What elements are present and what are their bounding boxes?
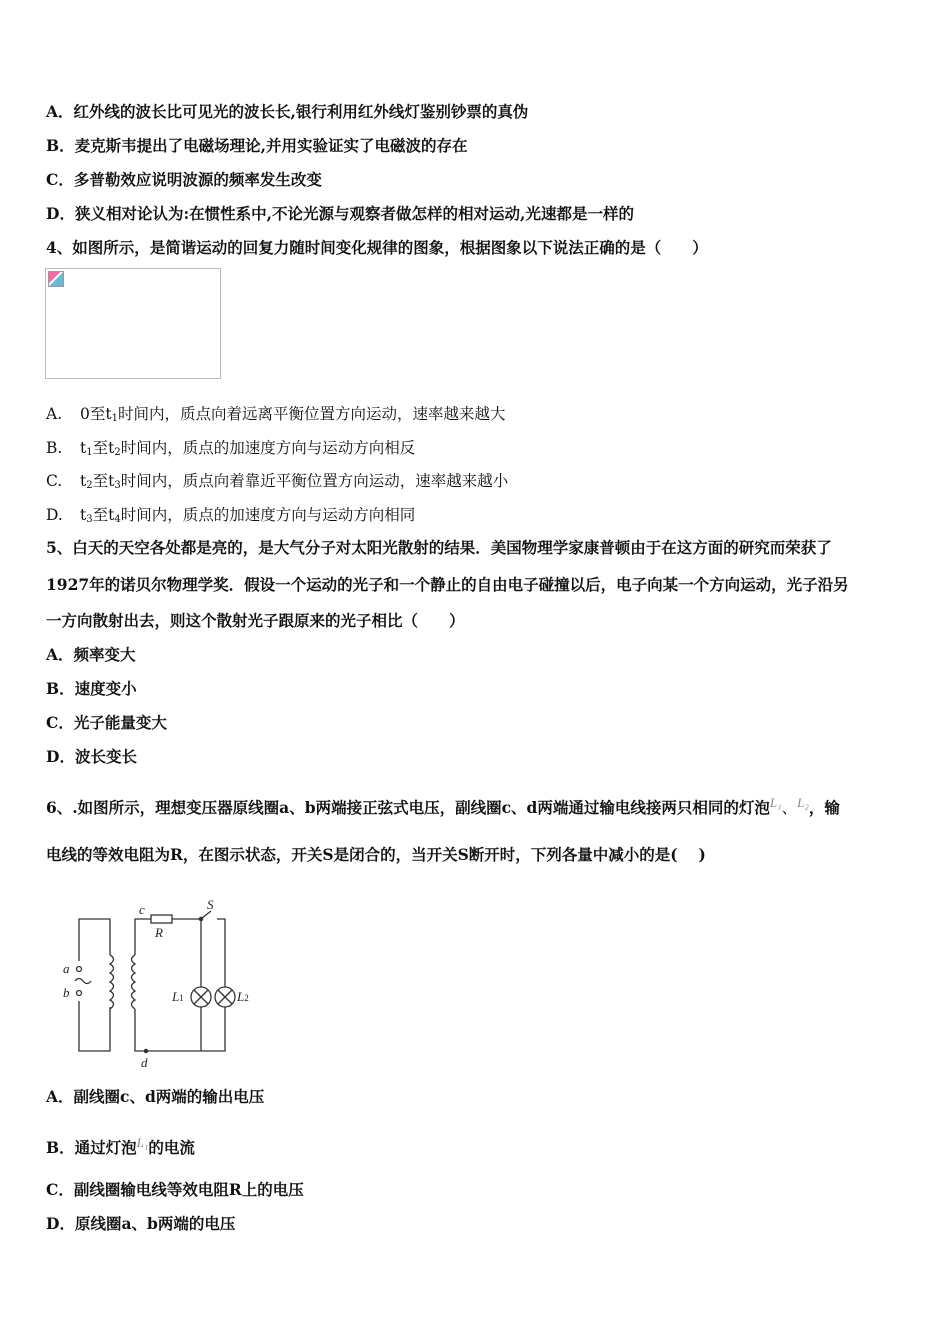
option-text: 时间内，质点的加速度方向与运动方向相同	[120, 506, 416, 524]
option-label: A.	[46, 405, 63, 423]
subscript: 2	[114, 447, 121, 458]
label-l1-letter: L	[172, 989, 180, 1004]
symbol-l1: L₁	[769, 795, 782, 810]
option-text: B．通过灯泡	[46, 1138, 137, 1157]
switch-s	[202, 911, 211, 918]
broken-image-icon	[48, 271, 64, 287]
stem-text: 6、.如图所示，理想变压器原线圈a、b两端接正弦式电压，副线圈c、d两端通过输电线接两只相同的灯泡	[46, 798, 770, 817]
option-text: 时间内，质点向着远离平衡位置方向运动，速率越来越大	[117, 405, 506, 423]
q4-option-b	[46, 438, 415, 463]
label-c: c	[139, 902, 145, 917]
option-text: 的电流	[148, 1138, 195, 1157]
q3-option-b: B．麦克斯韦提出了电磁场理论,并用实验证实了电磁波的存在	[46, 136, 468, 155]
resistor-r	[151, 915, 172, 923]
q6-stem-line2: 电线的等效电阻为R，在图示状态，开关S是闭合的，当开关S断开时，下列各量中减小的是( )	[46, 845, 706, 864]
lamp-l2	[215, 987, 235, 1007]
q5-option-c: C．光子能量变大	[46, 713, 167, 732]
stem-text: ，输	[808, 798, 840, 817]
subscript: 1	[86, 447, 93, 458]
option-text: t	[80, 506, 87, 524]
primary-circuit	[75, 919, 114, 1051]
subscript: 4	[114, 514, 121, 525]
option-label: D.	[46, 506, 63, 524]
q5-option-b: B．速度变小	[46, 679, 137, 698]
q3-option-c: C．多普勒效应说明波源的频率发生改变	[46, 170, 322, 189]
q3-option-d: D．狭义相对论认为:在惯性系中,不论光源与观察者做怎样的相对运动,光速都是一样的	[46, 204, 634, 223]
q6-option-a: A．副线圈c、d两端的输出电压	[46, 1087, 265, 1106]
label-d: d	[141, 1055, 148, 1070]
option-text: 时间内，质点的加速度方向与运动方向相反	[120, 439, 416, 457]
q5-stem-line3: 一方向散射出去，则这个散射光子跟原来的光子相比（ ）	[46, 611, 465, 630]
label-l1-sub: 1	[179, 993, 184, 1003]
label-a: a	[63, 961, 70, 976]
separator: 、	[781, 799, 798, 817]
symbol-l2: L₂	[797, 795, 809, 810]
q5-stem-line2: 1927年的诺贝尔物理学奖．假设一个运动的光子和一个静止的自由电子碰撞以后，电子向某一个方向运动，光子沿另	[46, 575, 849, 594]
label-l1	[171, 989, 184, 1004]
q6-option-d: D．原线圈a、b两端的电压	[46, 1214, 236, 1233]
label-s: S	[207, 897, 214, 912]
lamp-l1	[191, 987, 211, 1007]
q5-option-a: A．频率变大	[46, 645, 136, 664]
q6-option-b	[46, 1133, 195, 1158]
label-r: R	[155, 925, 163, 940]
option-text: t	[80, 439, 87, 457]
q4-option-d	[46, 505, 415, 530]
transformer-circuit-diagram	[55, 895, 255, 1070]
option-text: 0至t	[80, 405, 112, 423]
q6-stem-line1	[46, 793, 840, 818]
option-label: C.	[46, 472, 63, 490]
label-l2-sub: 2	[244, 993, 249, 1003]
subscript: 3	[86, 514, 93, 525]
q6-option-c: C．副线圈输电线等效电阻R上的电压	[46, 1180, 304, 1199]
symbol-l1: L₁	[136, 1135, 149, 1150]
label-l2	[236, 989, 249, 1004]
option-label: B.	[46, 439, 63, 457]
q4-option-a	[46, 404, 505, 429]
option-text: t	[80, 472, 87, 490]
option-text: 时间内，质点向着靠近平衡位置方向运动，速率越来越小	[120, 472, 509, 490]
subscript: 3	[114, 480, 121, 491]
subscript: 1	[111, 413, 118, 424]
option-text: 至t	[92, 439, 115, 457]
q4-stem: 4、如图所示，是简谐运动的回复力随时间变化规律的图象，根据图象以下说法正确的是（ ）	[46, 238, 708, 257]
broken-image-graph	[45, 268, 221, 379]
label-b: b	[63, 985, 70, 1000]
q5-option-d: D．波长变长	[46, 747, 137, 766]
q3-option-a: A．红外线的波长比可见光的波长长,银行利用红外线灯鉴别钞票的真伪	[46, 102, 529, 121]
label-l2-letter: L	[237, 989, 245, 1004]
q4-option-c	[46, 471, 508, 496]
option-text: 至t	[92, 472, 115, 490]
q5-stem-line1: 5、白天的天空各处都是亮的，是大气分子对太阳光散射的结果．美国物理学家康普顿由于在这方面的研究而荣获了	[46, 538, 832, 557]
secondary-circuit	[132, 911, 236, 1053]
subscript: 2	[86, 480, 93, 491]
option-text: 至t	[92, 506, 115, 524]
